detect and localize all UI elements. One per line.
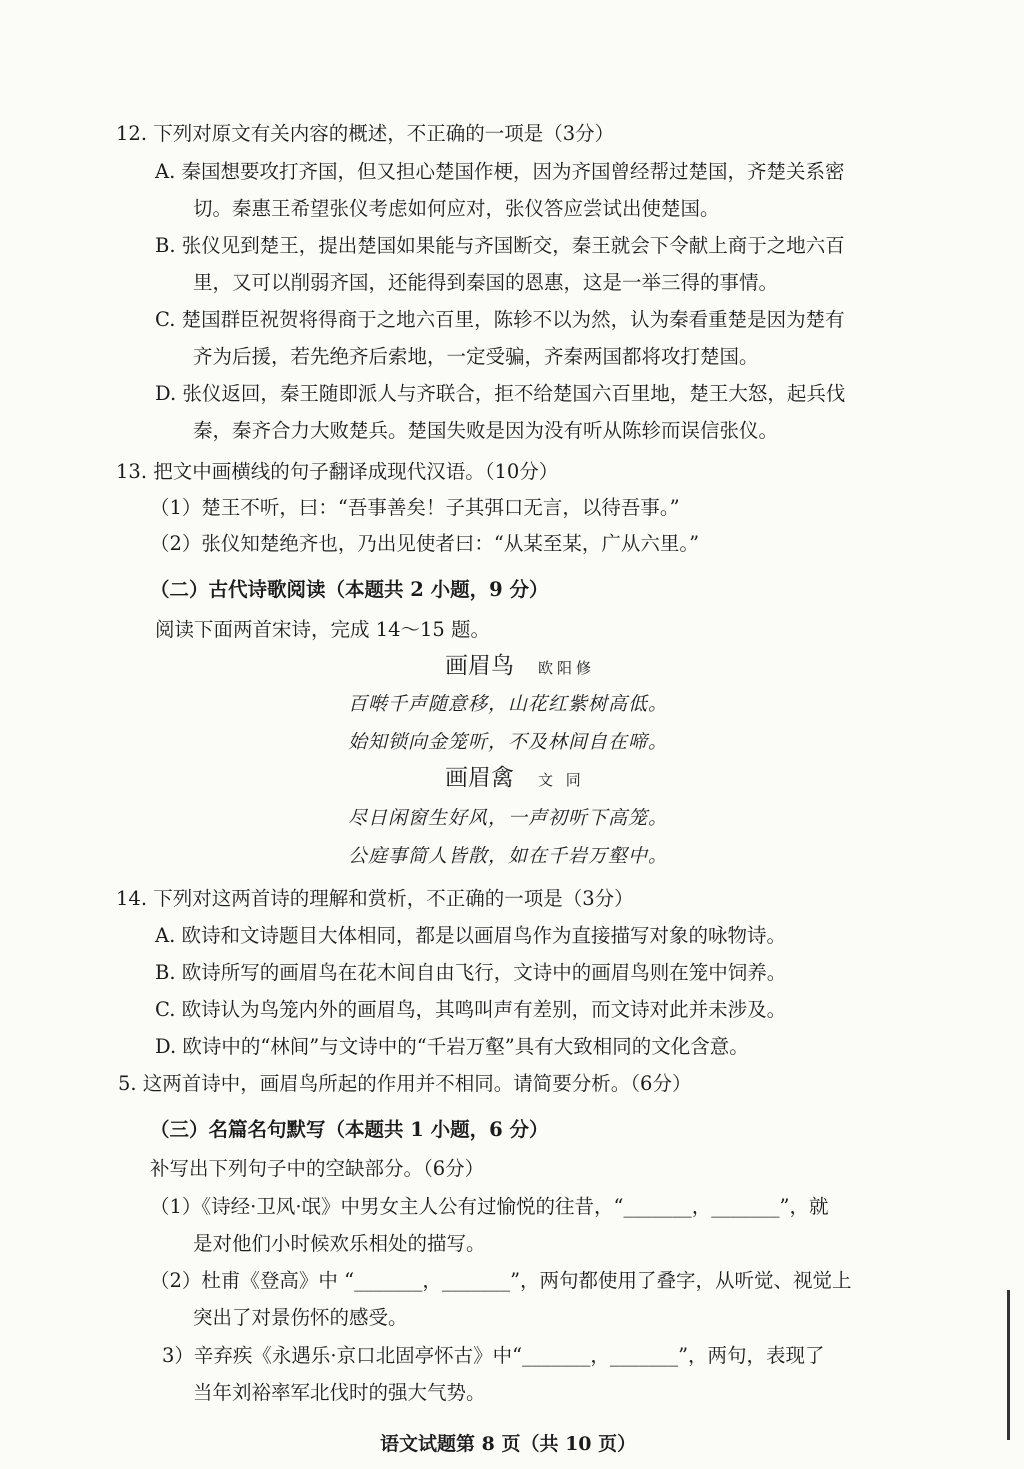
poem2-title-line <box>445 764 585 794</box>
q14-option-c: C. 欧诗认为鸟笼内外的画眉鸟，其鸣叫声有差别，而文诗对此并未涉及。 <box>155 998 787 1021</box>
q12-option-b-line1: B. 张仪见到楚王，提出楚国如果能与齐国断交，秦王就会下令献上商于之地六百 <box>155 234 845 257</box>
q13-stem: 13. 把文中画横线的句子翻译成现代汉语。（10分） <box>116 460 559 483</box>
fill-item-2-line2: 突出了对景伤怀的感受。 <box>193 1306 408 1329</box>
section2-intro: 阅读下面两首宋诗，完成 14～15 题。 <box>155 618 491 641</box>
fill-item-3-line2: 当年刘裕率军北伐时的强大气势。 <box>193 1381 486 1404</box>
q12-option-c-line1: C. 楚国群臣祝贺将得商于之地六百里，陈轸不以为然，认为秦看重楚是因为楚有 <box>155 308 845 331</box>
poem1-title-line <box>445 652 595 682</box>
q12-stem: 12. 下列对原文有关内容的概述，不正确的一项是（3分） <box>116 122 615 145</box>
section3-heading: （三）名篇名句默写（本题共 1 小题，6 分） <box>150 1118 549 1141</box>
section2-heading: （二）古代诗歌阅读（本题共 2 小题，9 分） <box>150 578 549 601</box>
q12-option-a-line1: A. 秦国想要攻打齐国，但又担心楚国作梗，因为齐国曾经帮过楚国，齐楚关系密 <box>155 160 845 183</box>
poem1-author: 欧阳修 <box>538 659 596 677</box>
q12-option-b-line2: 里，又可以削弱齐国，还能得到秦国的恩惠，这是一举三得的事情。 <box>193 271 779 294</box>
q12-option-c-line2: 齐为后援，若先绝齐后索地，一定受骗，齐秦两国都将攻打楚国。 <box>193 345 759 368</box>
q13-sentence-2: （2）张仪知楚绝齐也，乃出见使者曰：“从某至某，广从六里。” <box>150 532 700 555</box>
q12-option-a-line2: 切。秦惠王希望张仪考虑如何应对，张仪答应尝试出使楚国。 <box>193 197 720 220</box>
q13-sentence-1: （1）楚王不听，曰：“吾事善矣！子其弭口无言，以待吾事。” <box>150 496 680 519</box>
q14-option-b: B. 欧诗所写的画眉鸟在花木间自由飞行，文诗中的画眉鸟则在笼中饲养。 <box>155 961 787 984</box>
fill-item-1-line1: （1）《诗经·卫风·氓》中男女主人公有过愉悦的往昔，“_______，_______”，就 <box>150 1195 829 1218</box>
q15-stem: 5. 这两首诗中，画眉鸟所起的作用并不相同。请简要分析。（6分） <box>118 1072 692 1095</box>
scan-edge-mark <box>1007 1290 1010 1440</box>
poem2-line-1: 尽日闲窗生好风，一声初听下高笼。 <box>348 807 669 829</box>
q14-option-d: D. 欧诗中的“林间”与文诗中的“千岩万壑”具有大致相同的文化含意。 <box>155 1035 749 1058</box>
q12-option-d-line1: D. 张仪返回，秦王随即派人与齐联合，拒不给楚国六百里地，楚王大怒，起兵伐 <box>155 382 846 405</box>
section3-intro: 补写出下列句子中的空缺部分。（6分） <box>150 1157 485 1180</box>
q14-option-a: A. 欧诗和文诗题目大体相同，都是以画眉鸟作为直接描写对象的咏物诗。 <box>155 924 786 947</box>
poem2-line-2: 公庭事简人皆散，如在千岩万壑中。 <box>348 845 669 867</box>
q12-option-d-line2: 秦，秦齐合力大败楚兵。楚国失败是因为没有听从陈轸而误信张仪。 <box>193 419 779 442</box>
poem1-line-1: 百啭千声随意移，山花红紫树高低。 <box>348 693 669 715</box>
poem2-author: 文 同 <box>538 771 585 789</box>
page-footer: 语文试题第 8 页（共 10 页） <box>380 1433 637 1455</box>
fill-item-2-line1: （2）杜甫《登高》中 “_______，_______”，两句都使用了叠字，从听觉、视觉上 <box>150 1269 852 1292</box>
poem1-line-2: 始知锁向金笼听，不及林间自在啼。 <box>348 731 669 753</box>
poem2-title: 画眉禽 <box>445 765 514 791</box>
fill-item-3-line1: 3）辛弃疾《永遇乐·京口北固亭怀古》中“_______，_______”，两句，表现了 <box>162 1344 825 1367</box>
q14-stem: 14. 下列对这两首诗的理解和赏析，不正确的一项是（3分） <box>116 887 634 910</box>
poem1-title: 画眉鸟 <box>445 653 514 679</box>
fill-item-1-line2: 是对他们小时候欢乐相处的描写。 <box>193 1232 486 1255</box>
